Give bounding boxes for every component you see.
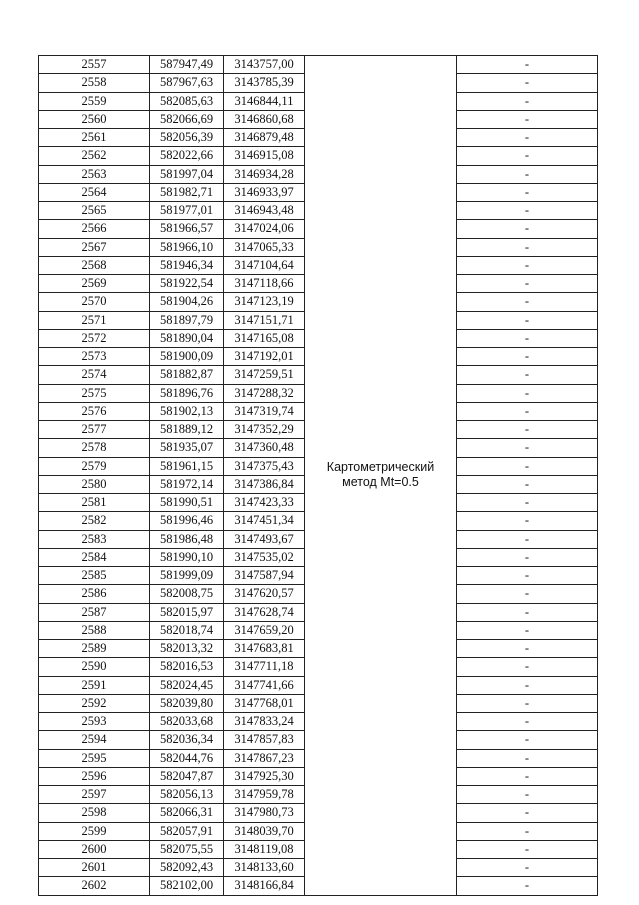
point-number-cell: 2593 [39,713,150,731]
y-coordinate-cell: 3147925,30 [224,767,305,785]
point-number-cell: 2600 [39,840,150,858]
note-cell: - [457,585,598,603]
x-coordinate-cell: 582057,91 [150,822,224,840]
x-coordinate-cell: 582033,68 [150,713,224,731]
y-coordinate-cell: 3147352,29 [224,421,305,439]
y-coordinate-cell: 3147104,64 [224,256,305,274]
note-cell: - [457,767,598,785]
y-coordinate-cell: 3148133,60 [224,859,305,877]
y-coordinate-cell: 3147980,73 [224,804,305,822]
point-number-cell: 2588 [39,621,150,639]
y-coordinate-cell: 3147711,18 [224,658,305,676]
note-cell: - [457,786,598,804]
point-number-cell: 2557 [39,56,150,74]
y-coordinate-cell: 3147959,78 [224,786,305,804]
y-coordinate-cell: 3147768,01 [224,694,305,712]
point-number-cell: 2596 [39,767,150,785]
note-cell: - [457,165,598,183]
y-coordinate-cell: 3146943,48 [224,202,305,220]
point-number-cell: 2569 [39,275,150,293]
x-coordinate-cell: 582075,55 [150,840,224,858]
point-number-cell: 2594 [39,731,150,749]
note-cell: - [457,92,598,110]
y-coordinate-cell: 3147587,94 [224,567,305,585]
x-coordinate-cell: 581896,76 [150,384,224,402]
method-cell [305,56,457,896]
point-number-cell: 2561 [39,129,150,147]
y-coordinate-cell: 3143757,00 [224,56,305,74]
note-cell: - [457,311,598,329]
x-coordinate-cell: 582102,00 [150,877,224,895]
x-coordinate-cell: 581890,04 [150,329,224,347]
y-coordinate-cell: 3146844,11 [224,92,305,110]
point-number-cell: 2572 [39,329,150,347]
note-cell: - [457,804,598,822]
y-coordinate-cell: 3147628,74 [224,603,305,621]
x-coordinate-cell: 582013,32 [150,640,224,658]
x-coordinate-cell: 582015,97 [150,603,224,621]
y-coordinate-cell: 3147741,66 [224,676,305,694]
point-number-cell: 2566 [39,220,150,238]
y-coordinate-cell: 3147375,43 [224,457,305,475]
point-number-cell: 2586 [39,585,150,603]
point-number-cell: 2577 [39,421,150,439]
x-coordinate-cell: 581999,09 [150,567,224,585]
note-cell: - [457,640,598,658]
note-cell: - [457,329,598,347]
point-number-cell: 2564 [39,183,150,201]
point-number-cell: 2565 [39,202,150,220]
method-label-line-1: Картометрический [326,460,435,475]
y-coordinate-cell: 3147123,19 [224,293,305,311]
x-coordinate-cell: 581977,01 [150,202,224,220]
y-coordinate-cell: 3147423,33 [224,494,305,512]
x-coordinate-cell: 582092,43 [150,859,224,877]
point-number-cell: 2595 [39,749,150,767]
note-cell: - [457,859,598,877]
point-number-cell: 2571 [39,311,150,329]
x-coordinate-cell: 581997,04 [150,165,224,183]
note-cell: - [457,603,598,621]
x-coordinate-cell: 582056,13 [150,786,224,804]
note-cell: - [457,567,598,585]
x-coordinate-cell: 581922,54 [150,275,224,293]
x-coordinate-cell: 582044,76 [150,749,224,767]
note-cell: - [457,129,598,147]
x-coordinate-cell: 581904,26 [150,293,224,311]
y-coordinate-cell: 3148166,84 [224,877,305,895]
point-number-cell: 2583 [39,530,150,548]
note-cell: - [457,74,598,92]
note-cell: - [457,384,598,402]
x-coordinate-cell: 581966,57 [150,220,224,238]
x-coordinate-cell: 582066,31 [150,804,224,822]
x-coordinate-cell: 582056,39 [150,129,224,147]
y-coordinate-cell: 3147493,67 [224,530,305,548]
note-cell: - [457,56,598,74]
point-number-cell: 2587 [39,603,150,621]
point-number-cell: 2598 [39,804,150,822]
note-cell: - [457,238,598,256]
point-number-cell: 2567 [39,238,150,256]
x-coordinate-cell: 581935,07 [150,439,224,457]
x-coordinate-cell: 581961,15 [150,457,224,475]
x-coordinate-cell: 581966,10 [150,238,224,256]
note-cell: - [457,293,598,311]
point-number-cell: 2602 [39,877,150,895]
x-coordinate-cell: 582085,63 [150,92,224,110]
x-coordinate-cell: 582066,69 [150,110,224,128]
note-cell: - [457,530,598,548]
x-coordinate-cell: 582018,74 [150,621,224,639]
y-coordinate-cell: 3146860,68 [224,110,305,128]
coordinates-table [38,55,598,896]
x-coordinate-cell: 582008,75 [150,585,224,603]
point-number-cell: 2590 [39,658,150,676]
note-cell: - [457,713,598,731]
note-cell: - [457,147,598,165]
note-cell: - [457,694,598,712]
x-coordinate-cell: 581990,10 [150,548,224,566]
note-cell: - [457,494,598,512]
x-coordinate-cell: 581902,13 [150,402,224,420]
point-number-cell: 2579 [39,457,150,475]
point-number-cell: 2568 [39,256,150,274]
note-cell: - [457,548,598,566]
note-cell: - [457,822,598,840]
point-number-cell: 2582 [39,512,150,530]
x-coordinate-cell: 581900,09 [150,348,224,366]
note-cell: - [457,256,598,274]
x-coordinate-cell: 581882,87 [150,366,224,384]
y-coordinate-cell: 3146933,97 [224,183,305,201]
note-cell: - [457,676,598,694]
point-number-cell: 2581 [39,494,150,512]
y-coordinate-cell: 3147259,51 [224,366,305,384]
note-cell: - [457,110,598,128]
y-coordinate-cell: 3147386,84 [224,475,305,493]
y-coordinate-cell: 3147065,33 [224,238,305,256]
x-coordinate-cell: 581986,48 [150,530,224,548]
point-number-cell: 2589 [39,640,150,658]
y-coordinate-cell: 3147024,06 [224,220,305,238]
y-coordinate-cell: 3148039,70 [224,822,305,840]
y-coordinate-cell: 3146915,08 [224,147,305,165]
y-coordinate-cell: 3147151,71 [224,311,305,329]
y-coordinate-cell: 3143785,39 [224,74,305,92]
note-cell: - [457,220,598,238]
note-cell: - [457,366,598,384]
point-number-cell: 2584 [39,548,150,566]
point-number-cell: 2592 [39,694,150,712]
note-cell: - [457,202,598,220]
note-cell: - [457,731,598,749]
point-number-cell: 2591 [39,676,150,694]
x-coordinate-cell: 581982,71 [150,183,224,201]
x-coordinate-cell: 581889,12 [150,421,224,439]
x-coordinate-cell: 581897,79 [150,311,224,329]
point-number-cell: 2580 [39,475,150,493]
x-coordinate-cell: 582036,34 [150,731,224,749]
point-number-cell: 2585 [39,567,150,585]
note-cell: - [457,749,598,767]
y-coordinate-cell: 3147683,81 [224,640,305,658]
point-number-cell: 2560 [39,110,150,128]
y-coordinate-cell: 3147319,74 [224,402,305,420]
point-number-cell: 2562 [39,147,150,165]
x-coordinate-cell: 582024,45 [150,676,224,694]
x-coordinate-cell: 587947,49 [150,56,224,74]
x-coordinate-cell: 581946,34 [150,256,224,274]
y-coordinate-cell: 3147620,57 [224,585,305,603]
y-coordinate-cell: 3147451,34 [224,512,305,530]
y-coordinate-cell: 3147192,01 [224,348,305,366]
note-cell: - [457,877,598,895]
point-number-cell: 2575 [39,384,150,402]
y-coordinate-cell: 3147118,66 [224,275,305,293]
y-coordinate-cell: 3147833,24 [224,713,305,731]
y-coordinate-cell: 3146934,28 [224,165,305,183]
x-coordinate-cell: 581990,51 [150,494,224,512]
table-row [39,56,598,74]
y-coordinate-cell: 3147165,08 [224,329,305,347]
note-cell: - [457,275,598,293]
y-coordinate-cell: 3147659,20 [224,621,305,639]
point-number-cell: 2563 [39,165,150,183]
point-number-cell: 2576 [39,402,150,420]
point-number-cell: 2574 [39,366,150,384]
y-coordinate-cell: 3146879,48 [224,129,305,147]
coordinates-table-body [39,56,598,896]
note-cell: - [457,658,598,676]
point-number-cell: 2573 [39,348,150,366]
x-coordinate-cell: 587967,63 [150,74,224,92]
y-coordinate-cell: 3147857,83 [224,731,305,749]
x-coordinate-cell: 582022,66 [150,147,224,165]
x-coordinate-cell: 581996,46 [150,512,224,530]
point-number-cell: 2559 [39,92,150,110]
point-number-cell: 2601 [39,859,150,877]
y-coordinate-cell: 3147535,02 [224,548,305,566]
note-cell: - [457,439,598,457]
x-coordinate-cell: 581972,14 [150,475,224,493]
method-label-line-2: метод Mt=0.5 [342,475,419,490]
y-coordinate-cell: 3148119,08 [224,840,305,858]
note-cell: - [457,621,598,639]
note-cell: - [457,475,598,493]
note-cell: - [457,421,598,439]
point-number-cell: 2599 [39,822,150,840]
x-coordinate-cell: 582047,87 [150,767,224,785]
x-coordinate-cell: 582016,53 [150,658,224,676]
note-cell: - [457,512,598,530]
note-cell: - [457,840,598,858]
note-cell: - [457,183,598,201]
y-coordinate-cell: 3147867,23 [224,749,305,767]
note-cell: - [457,457,598,475]
point-number-cell: 2570 [39,293,150,311]
point-number-cell: 2597 [39,786,150,804]
point-number-cell: 2558 [39,74,150,92]
y-coordinate-cell: 3147288,32 [224,384,305,402]
note-cell: - [457,402,598,420]
point-number-cell: 2578 [39,439,150,457]
y-coordinate-cell: 3147360,48 [224,439,305,457]
x-coordinate-cell: 582039,80 [150,694,224,712]
note-cell: - [457,348,598,366]
